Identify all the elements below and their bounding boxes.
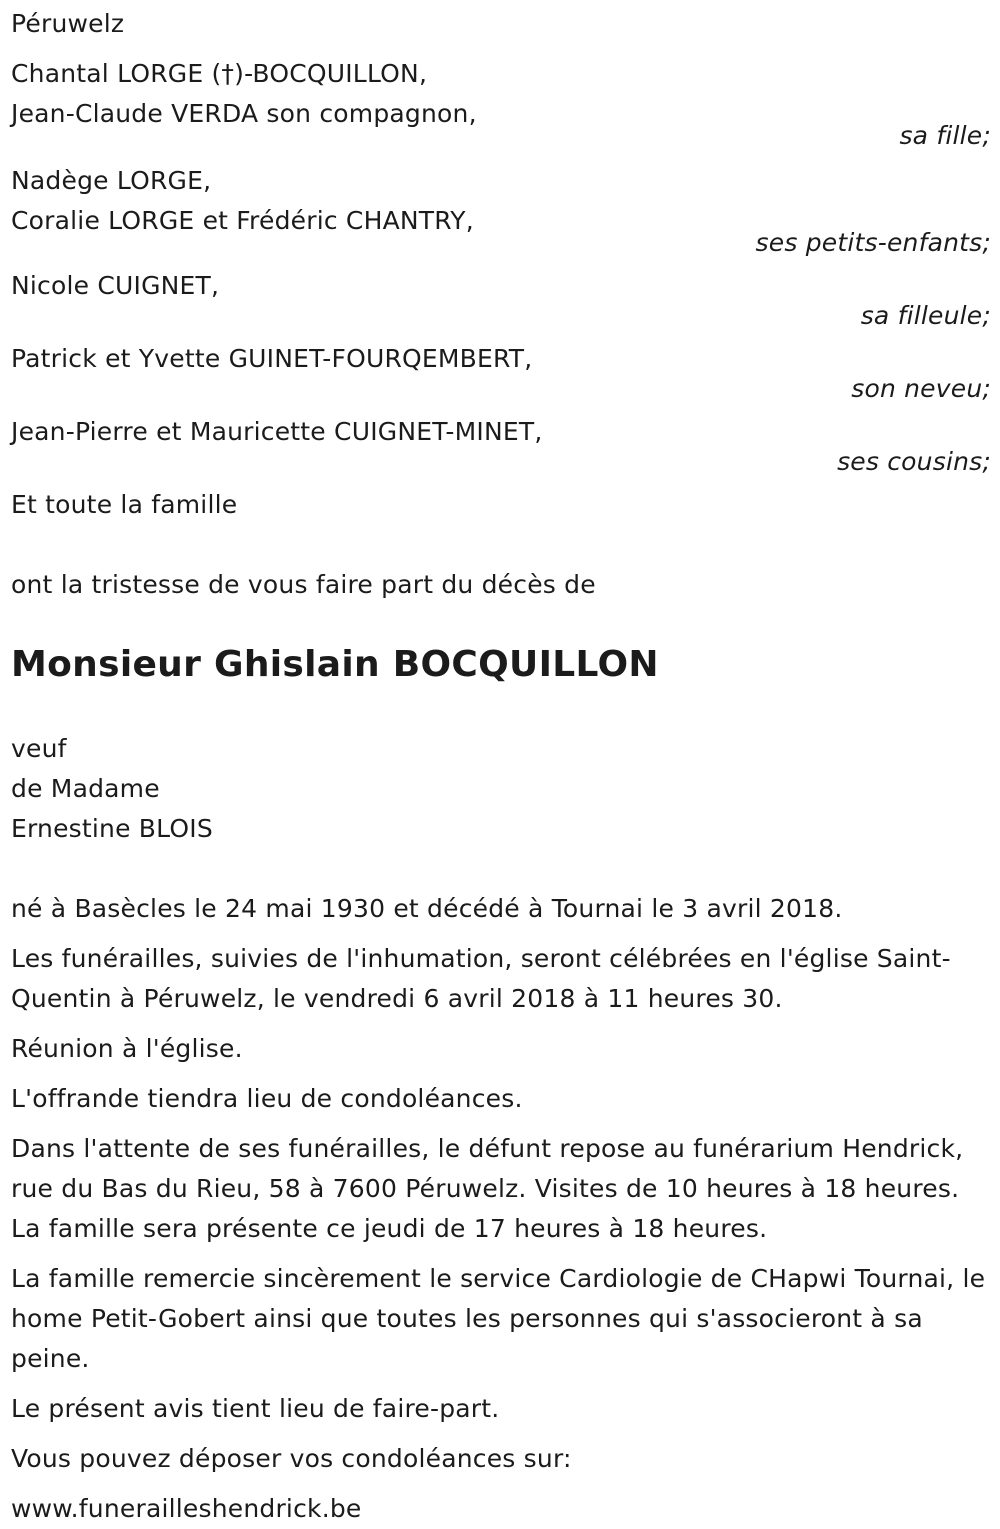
- funeral-notice: [11, 0, 991, 1529]
- thanks-text: La famille remercie sincèrement le service Cardiologie de CHapwi Tournai, le home Petit-Gobert ainsi que toutes les personnes qui s'associeront à sa peine.: [11, 1264, 986, 1373]
- birth-death-text: né à Basècles le 24 mai 1930 et décédé à Tournai le 3 avril 2018.: [11, 894, 843, 923]
- family-name: Nicole CUIGNET,: [11, 271, 220, 300]
- announcement: ont la tristesse de vous faire part du décès de: [11, 570, 596, 599]
- faire-part-text: Le présent avis tient lieu de faire-part.: [11, 1394, 500, 1423]
- family-name: Patrick et Yvette GUINET-FOURQEMBERT,: [11, 344, 533, 373]
- family-group: [11, 339, 991, 402]
- family-role: sa filleule;: [860, 301, 991, 330]
- funeral-text: Les funérailles, suivies de l'inhumation, seront célébrées en l'église Saint-Quentin à Péruwelz, le vendredi 6 avril 2018 à 11 heures 30.: [11, 944, 951, 1013]
- family-name: Chantal LORGE (†)-BOCQUILLON,: [11, 59, 428, 88]
- family-group: [11, 54, 991, 149]
- family-name: Coralie LORGE et Frédéric CHANTRY,: [11, 206, 474, 235]
- family-role: ses cousins;: [837, 447, 991, 476]
- family-name: Jean-Pierre et Mauricette CUIGNET-MINET,: [11, 417, 543, 446]
- location: Péruwelz: [11, 9, 125, 38]
- widow-block: [11, 729, 991, 849]
- family-group: [11, 266, 991, 329]
- meeting-text: Réunion à l'église.: [11, 1034, 243, 1063]
- family-name: Jean-Claude VERDA son compagnon,: [11, 99, 477, 128]
- family-role: sa fille;: [899, 121, 991, 150]
- widow-line: veuf: [11, 734, 67, 763]
- family-name: Nadège LORGE,: [11, 166, 212, 195]
- offering-text: L'offrande tiendra lieu de condoléances.: [11, 1084, 523, 1113]
- visitation-text: Dans l'attente de ses funérailles, le défunt repose au funérarium Hendrick, rue du Bas du Rieu, 58 à 7600 Péruwelz. Visites de 10 heures à 18 heures. La famille sera présente ce jeudi de 17 heures à 18 heures.: [11, 1134, 964, 1243]
- family-group: [11, 412, 991, 475]
- family-role: son neveu;: [851, 374, 991, 403]
- family-role: ses petits-enfants;: [755, 228, 991, 257]
- widow-line: Ernestine BLOIS: [11, 814, 213, 843]
- family-group: [11, 161, 991, 256]
- website-link[interactable]: www.funerailleshendrick.be: [11, 1494, 362, 1523]
- condolences-text: Vous pouvez déposer vos condoléances sur:: [11, 1444, 572, 1473]
- deceased-name: Monsieur Ghislain BOCQUILLON: [11, 644, 659, 685]
- whole-family: Et toute la famille: [11, 490, 238, 519]
- widow-line: de Madame: [11, 774, 160, 803]
